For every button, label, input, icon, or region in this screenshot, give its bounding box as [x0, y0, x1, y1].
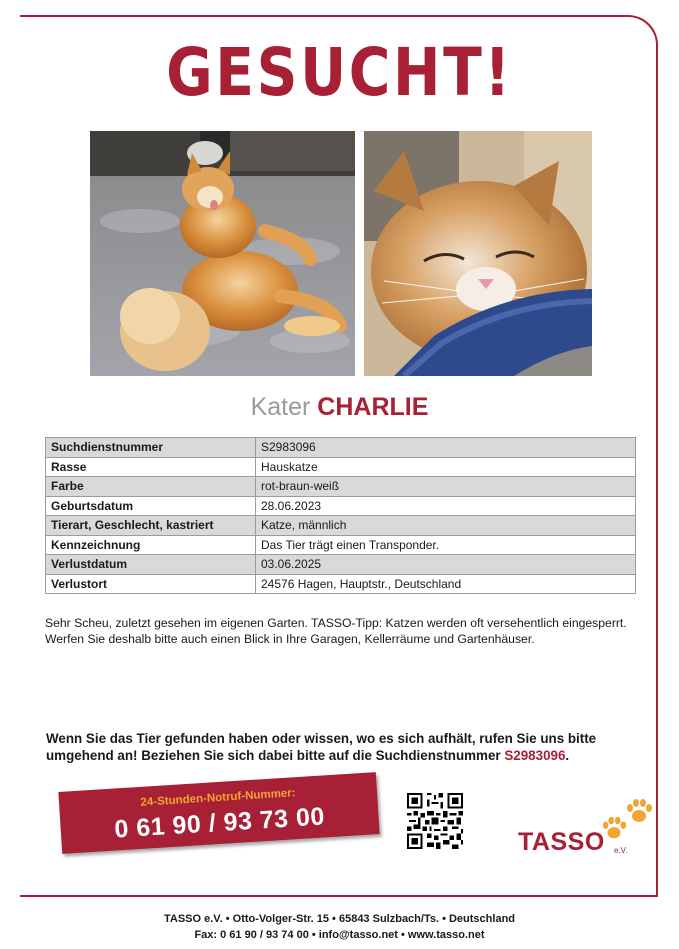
paw-icon	[624, 796, 654, 826]
table-row	[46, 574, 636, 594]
table-row	[46, 477, 636, 497]
fact-value: 28.06.2023	[256, 496, 636, 516]
fact-label: Kennzeichnung	[46, 535, 256, 555]
table-row	[46, 535, 636, 555]
qr-code-icon[interactable]	[407, 793, 463, 849]
footer-contact: Fax: 0 61 90 / 93 74 00 • info@tasso.net • www.tasso.net	[194, 929, 485, 941]
cat-photo-lying	[90, 131, 355, 376]
fact-value: Katze, männlich	[256, 516, 636, 536]
headline: GESUCHT!	[166, 34, 513, 111]
fact-label: Suchdienstnummer	[46, 438, 256, 458]
fact-label: Geburtsdatum	[46, 496, 256, 516]
animal-name-main: CHARLIE	[317, 393, 429, 421]
table-row	[46, 457, 636, 477]
call-to-action-end: .	[565, 748, 570, 763]
animal-name	[0, 389, 679, 425]
fact-label: Rasse	[46, 457, 256, 477]
table-row	[46, 438, 636, 458]
fact-label: Farbe	[46, 477, 256, 497]
reference-number: S2983096	[504, 748, 566, 763]
facts-table	[45, 437, 636, 594]
fact-label: Verlustdatum	[46, 555, 256, 575]
fact-value: 03.06.2025	[256, 555, 636, 575]
call-to-action	[46, 730, 646, 764]
logo-word: TASSO	[518, 828, 605, 856]
table-row	[46, 516, 636, 536]
logo-suffix: e.V.	[614, 846, 628, 855]
animal-type: Kater	[250, 393, 311, 421]
cat-photo-sleeping	[364, 131, 592, 376]
fact-label: Verlustort	[46, 574, 256, 594]
description-text: Sehr Scheu, zuletzt gesehen im eigenen Garten. TASSO-Tipp: Katzen werden oft versehentlich eingesperrt. Werfen Sie deshalb bitte auch einen Blick in Ihre Garagen, Kellerräume und Gartenhäuser.	[45, 616, 627, 646]
fact-value: S2983096	[256, 438, 636, 458]
tasso-logo[interactable]	[512, 794, 662, 864]
fact-value: Hauskatze	[256, 457, 636, 477]
hotline-label: 24-Stunden-Notruf-Nummer:	[140, 787, 296, 809]
fact-value: 24576 Hagen, Hauptstr., Deutschland	[256, 574, 636, 594]
table-row	[46, 496, 636, 516]
footer-address: TASSO e.V. • Otto-Volger-Str. 15 • 65843 Sulzbach/Ts. • Deutschland	[163, 913, 516, 925]
fact-value: rot-braun-weiß	[256, 477, 636, 497]
hotline-number[interactable]: 0 61 90 / 93 73 00	[113, 802, 326, 844]
fact-value: Das Tier trägt einen Transponder.	[256, 535, 636, 555]
fact-label: Tierart, Geschlecht, kastriert	[46, 516, 256, 536]
table-row	[46, 555, 636, 575]
call-to-action-text: Wenn Sie das Tier gefunden haben oder wissen, wo es sich aufhält, rufen Sie uns bitte umgehend an! Beziehen Sie sich dabei bitte auf die Suchdienstnummer	[46, 731, 597, 763]
